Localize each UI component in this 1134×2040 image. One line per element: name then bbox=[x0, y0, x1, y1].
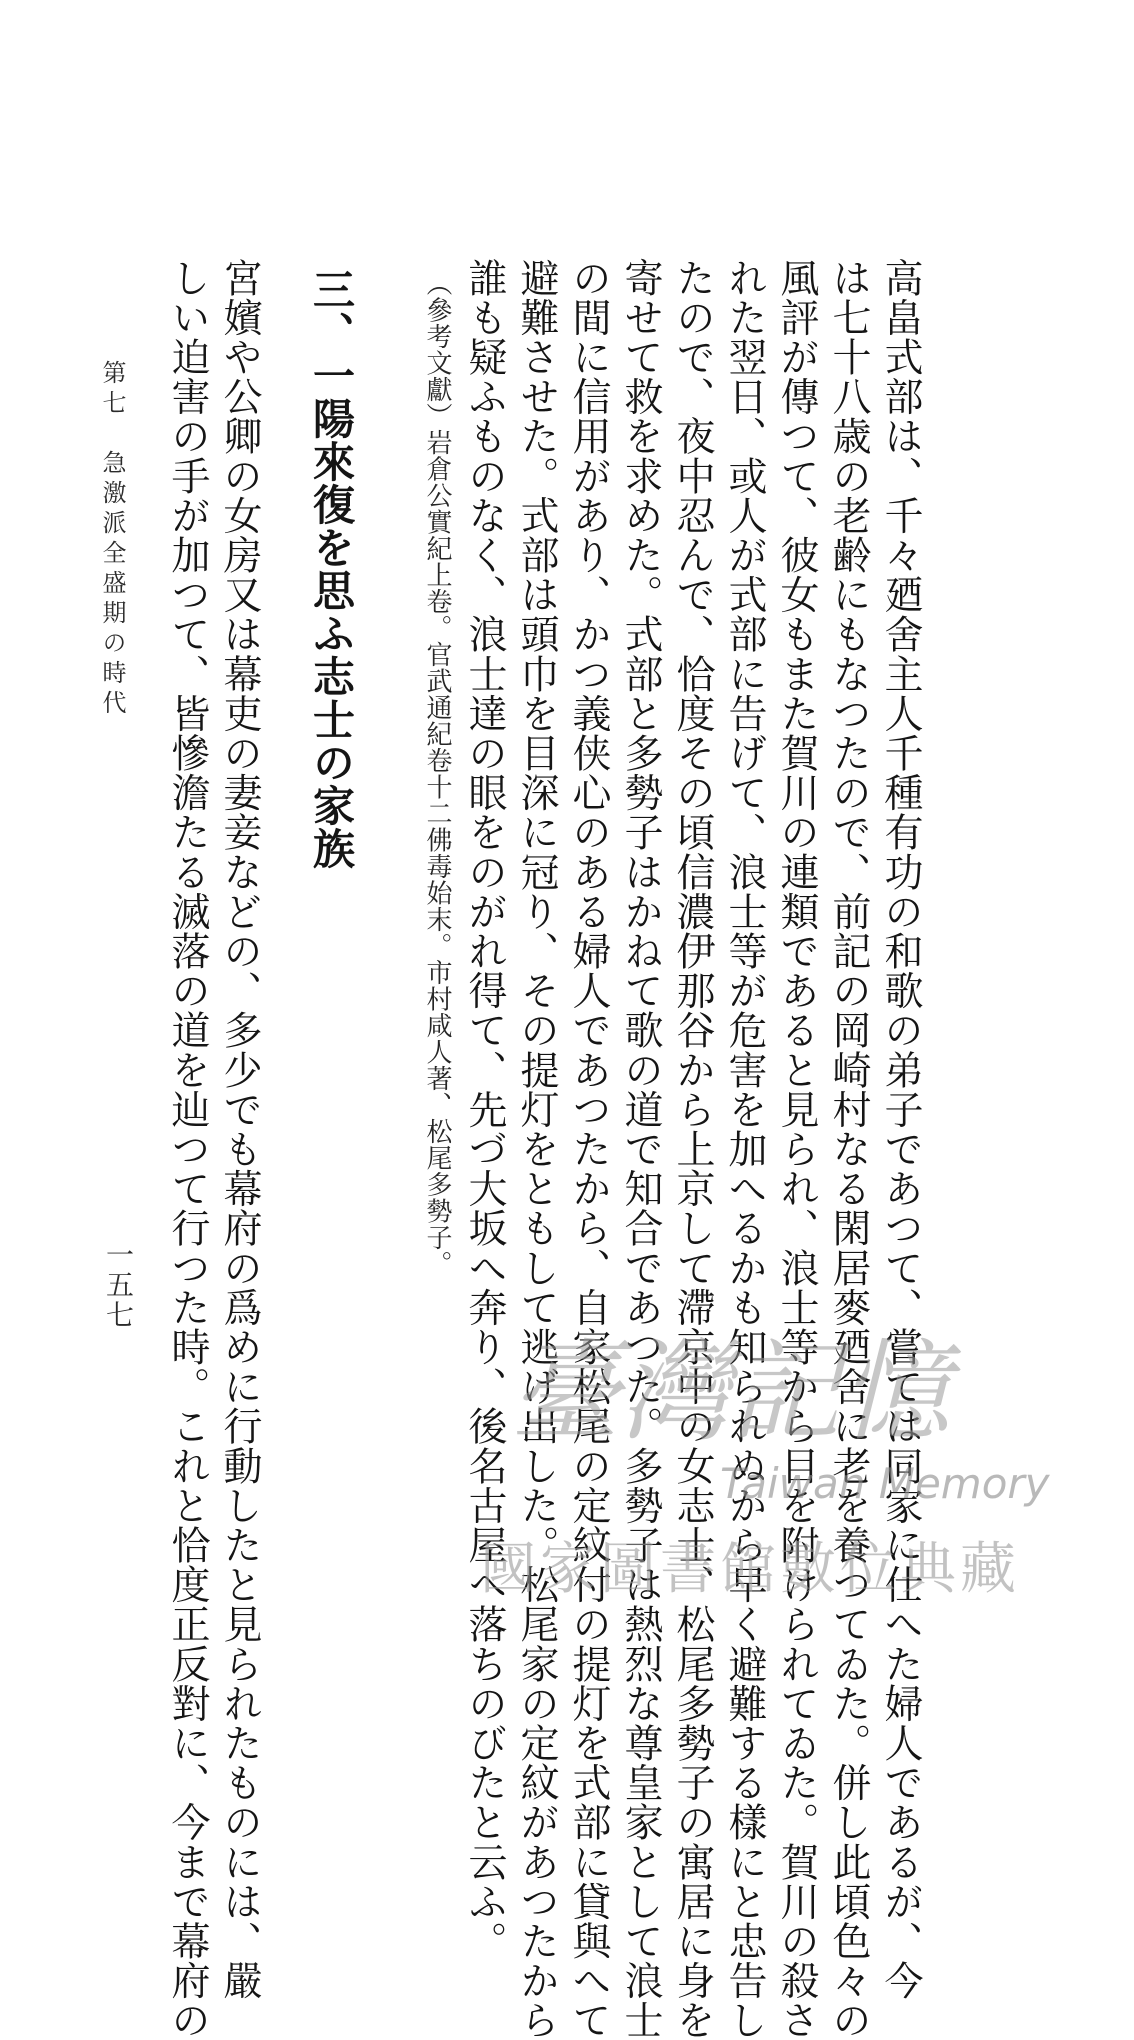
section-heading: 三、一陽來復を思ふ志士の家族 bbox=[307, 268, 356, 870]
body-text-line: 避難させた。式部は頭巾を目深に冠り、その提灯をともして逃げ出した。松尾家の定紋があつたから bbox=[514, 258, 559, 2040]
body-text-line: 風評が傳つて、彼女もまた賀川の連類であると見られ、浪士等から目を附けられてゐた。賀川の殺さ bbox=[774, 258, 819, 2040]
body-text-line: しい迫害の手が加つて、皆慘澹たる滅落の道を辿つて行つた時。これと恰度正反對に、今まで幕府の bbox=[165, 258, 210, 2040]
page-number: 一五七 bbox=[102, 1240, 135, 1330]
watermark-english-text: Taiwan Memory bbox=[720, 1459, 1050, 1508]
reference-note: （參考文獻）岩倉公實紀上卷。官武通紀卷十二佛毒始末。市村咸人著、松尾多勢子。 bbox=[422, 270, 452, 1277]
body-text-line: れた翌日、或人が式部に告げて、浪士等が危害を加へるかも知られぬから早く避難する樣にと忠告し bbox=[722, 258, 767, 2040]
body-text-line: 高畠式部は、千々廼舍主人千種有功の和歌の弟子であつて、嘗ては同家に仕へた婦人であるが、今 bbox=[878, 258, 923, 2001]
body-text-line: たので、夜中忍んで、恰度その頃信濃伊那谷から上京して滯京中の女志士、松尾多勢子の寓居に身を bbox=[670, 258, 715, 2040]
body-text-line: は七十八歳の老齢にもなつたので、前記の岡崎村なる閑居麥廼舍に老を養つてゐた。併し此頃色々の bbox=[826, 258, 871, 2040]
watermark-logo bbox=[470, 1320, 1070, 1620]
watermark-brand-text: 臺灣記憶 bbox=[510, 1328, 950, 1456]
body-text-line: 寄せて救を求めた。式部と多勢子はかねて歌の道で知合であつた。多勢子は熱烈な尊皇家として浪士 bbox=[618, 258, 663, 2040]
body-text-line: 誰も疑ふものなく、浪士達の眼をのがれ得て、先づ大坂へ奔り、後名古屋へ落ちのびたと云ふ。 bbox=[462, 258, 507, 1961]
running-head: 第七 急激派全盛期の時代 bbox=[98, 360, 126, 720]
body-text-line: 宮嬪や公卿の女房又は幕吏の妻妾などの、多少でも幕府の爲めに行動したと見られたものには、嚴 bbox=[217, 258, 262, 2001]
watermark-institution-text: 國家圖書館數位典藏 bbox=[480, 1537, 1020, 1602]
body-text-line: の間に信用があり、かつ義侠心のある婦人であつたから、自家松尾の定紋付の提灯を式部に貸與へて bbox=[566, 258, 611, 2040]
